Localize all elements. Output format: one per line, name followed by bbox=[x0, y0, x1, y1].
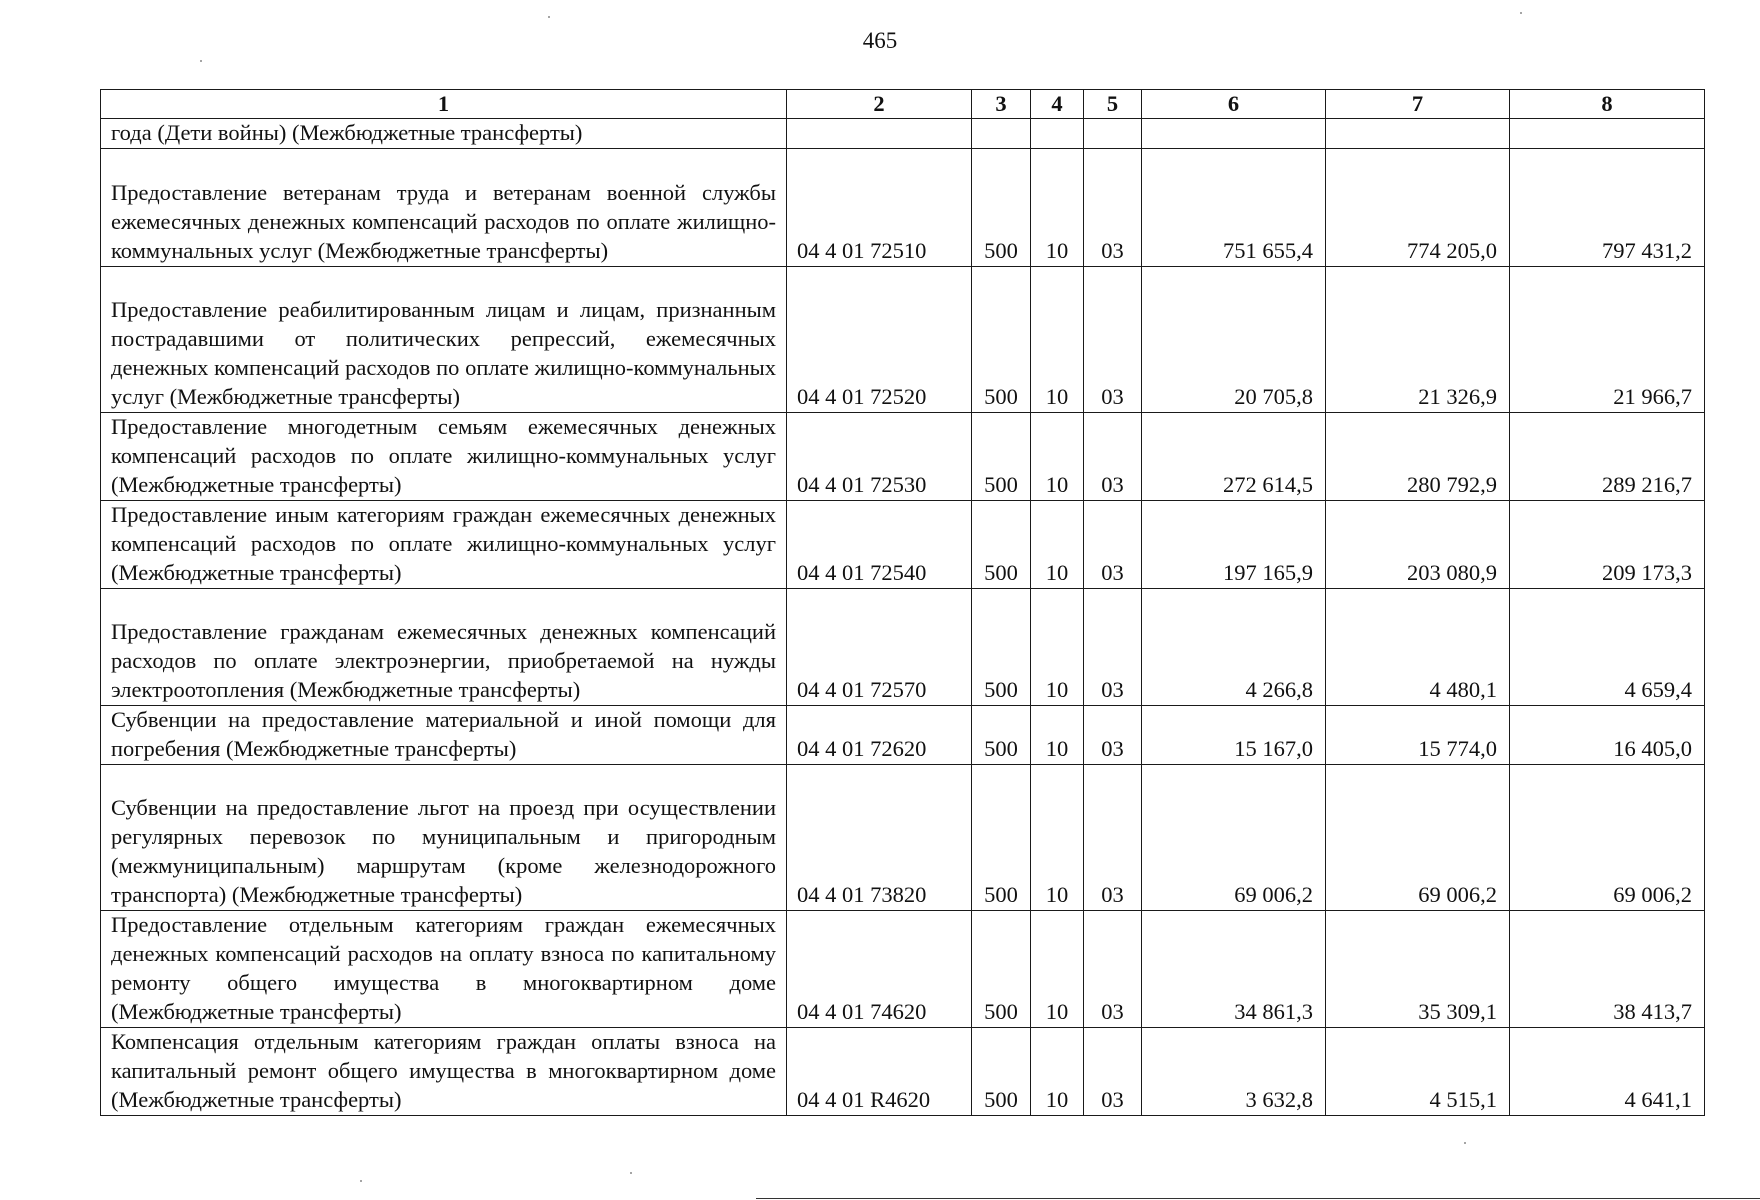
row-description: Предоставление отдельным категориям граждан ежемесячных денежных компенсаций расходов на оплату взноса по капитальному ремонту общего имущества в многоквартирном доме (Межбюджетные трансферты) bbox=[101, 910, 787, 1027]
empty-cell bbox=[1510, 119, 1705, 149]
row-col5: 03 bbox=[1084, 500, 1142, 588]
row-col3: 500 bbox=[972, 588, 1031, 705]
row-col7: 21 326,9 bbox=[1326, 266, 1510, 412]
table-row bbox=[101, 764, 1705, 910]
row-col6: 20 705,8 bbox=[1142, 266, 1326, 412]
row-col4: 10 bbox=[1031, 1027, 1084, 1115]
row-col3: 500 bbox=[972, 764, 1031, 910]
continuation-row bbox=[101, 119, 1705, 149]
empty-cell bbox=[972, 119, 1031, 149]
column-header: 8 bbox=[1510, 90, 1705, 119]
table-row bbox=[101, 1027, 1705, 1115]
row-description: Предоставление иным категориям граждан ежемесячных денежных компенсаций расходов по оплате жилищно-коммунальных услуг (Межбюджетные трансферты) bbox=[101, 500, 787, 588]
row-col4: 10 bbox=[1031, 705, 1084, 764]
row-col3: 500 bbox=[972, 500, 1031, 588]
row-code: 04 4 01 72520 bbox=[787, 266, 972, 412]
column-header: 3 bbox=[972, 90, 1031, 119]
row-col5: 03 bbox=[1084, 148, 1142, 266]
row-col6: 751 655,4 bbox=[1142, 148, 1326, 266]
table-header bbox=[101, 90, 1705, 119]
row-col7: 15 774,0 bbox=[1326, 705, 1510, 764]
row-col7: 4 480,1 bbox=[1326, 588, 1510, 705]
row-code: 04 4 01 R4620 bbox=[787, 1027, 972, 1115]
row-col5: 03 bbox=[1084, 1027, 1142, 1115]
row-code: 04 4 01 72570 bbox=[787, 588, 972, 705]
scan-speck bbox=[548, 16, 550, 18]
row-col5: 03 bbox=[1084, 588, 1142, 705]
row-col7: 203 080,9 bbox=[1326, 500, 1510, 588]
row-col8: 289 216,7 bbox=[1510, 412, 1705, 500]
row-col6: 3 632,8 bbox=[1142, 1027, 1326, 1115]
row-col4: 10 bbox=[1031, 764, 1084, 910]
row-col4: 10 bbox=[1031, 412, 1084, 500]
row-col5: 03 bbox=[1084, 910, 1142, 1027]
row-col8: 797 431,2 bbox=[1510, 148, 1705, 266]
row-col7: 69 006,2 bbox=[1326, 764, 1510, 910]
row-col6: 15 167,0 bbox=[1142, 705, 1326, 764]
row-col6: 197 165,9 bbox=[1142, 500, 1326, 588]
row-col5: 03 bbox=[1084, 266, 1142, 412]
row-code: 04 4 01 72540 bbox=[787, 500, 972, 588]
row-description: Субвенции на предоставление льгот на проезд при осуществлении регулярных перевозок по муниципальным и пригородным (межмуниципальным) маршрутам (кроме железнодорожного транспорта) (Межбюджетные трансферты) bbox=[101, 764, 787, 910]
row-col4: 10 bbox=[1031, 266, 1084, 412]
row-col4: 10 bbox=[1031, 500, 1084, 588]
bottom-rule bbox=[756, 1198, 1760, 1199]
table-row bbox=[101, 412, 1705, 500]
row-col4: 10 bbox=[1031, 910, 1084, 1027]
row-col7: 4 515,1 bbox=[1326, 1027, 1510, 1115]
row-col8: 21 966,7 bbox=[1510, 266, 1705, 412]
row-col6: 4 266,8 bbox=[1142, 588, 1326, 705]
column-header: 2 bbox=[787, 90, 972, 119]
empty-cell bbox=[1031, 119, 1084, 149]
row-col3: 500 bbox=[972, 412, 1031, 500]
row-col3: 500 bbox=[972, 266, 1031, 412]
row-description: Предоставление реабилитированным лицам и лицам, признанным пострадавшими от политических репрессий, ежемесячных денежных компенсаций расходов по оплате жилищно-коммунальных услуг (Межбюджетные трансферты) bbox=[101, 266, 787, 412]
row-col8: 16 405,0 bbox=[1510, 705, 1705, 764]
table-body bbox=[101, 119, 1705, 1116]
row-code: 04 4 01 72620 bbox=[787, 705, 972, 764]
table-row bbox=[101, 705, 1705, 764]
row-description: Предоставление многодетным семьям ежемесячных денежных компенсаций расходов по оплате жилищно-коммунальных услуг (Межбюджетные трансферты) bbox=[101, 412, 787, 500]
row-col5: 03 bbox=[1084, 705, 1142, 764]
column-header: 1 bbox=[101, 90, 787, 119]
row-description: Субвенции на предоставление материальной и иной помощи для погребения (Межбюджетные трансферты) bbox=[101, 705, 787, 764]
column-header: 5 bbox=[1084, 90, 1142, 119]
column-header: 4 bbox=[1031, 90, 1084, 119]
budget-table bbox=[100, 89, 1705, 1116]
empty-cell bbox=[1142, 119, 1326, 149]
row-code: 04 4 01 72530 bbox=[787, 412, 972, 500]
row-description: Компенсация отдельным категориям граждан оплаты взноса на капитальный ремонт общего имущества в многоквартирном доме (Межбюджетные трансферты) bbox=[101, 1027, 787, 1115]
row-col7: 280 792,9 bbox=[1326, 412, 1510, 500]
table-row bbox=[101, 910, 1705, 1027]
row-col3: 500 bbox=[972, 148, 1031, 266]
row-col6: 34 861,3 bbox=[1142, 910, 1326, 1027]
row-col5: 03 bbox=[1084, 412, 1142, 500]
scan-speck bbox=[1464, 1142, 1466, 1144]
table-row bbox=[101, 148, 1705, 266]
row-col7: 774 205,0 bbox=[1326, 148, 1510, 266]
row-code: 04 4 01 74620 bbox=[787, 910, 972, 1027]
row-col8: 4 659,4 bbox=[1510, 588, 1705, 705]
table-row bbox=[101, 500, 1705, 588]
column-header: 6 bbox=[1142, 90, 1326, 119]
row-col3: 500 bbox=[972, 910, 1031, 1027]
row-col4: 10 bbox=[1031, 148, 1084, 266]
row-col8: 4 641,1 bbox=[1510, 1027, 1705, 1115]
column-header: 7 bbox=[1326, 90, 1510, 119]
row-col6: 69 006,2 bbox=[1142, 764, 1326, 910]
empty-cell bbox=[1084, 119, 1142, 149]
row-col5: 03 bbox=[1084, 764, 1142, 910]
page-number: 465 bbox=[862, 28, 898, 53]
row-col8: 209 173,3 bbox=[1510, 500, 1705, 588]
empty-cell bbox=[787, 119, 972, 149]
row-description: года (Дети войны) (Межбюджетные трансферты) bbox=[101, 119, 787, 149]
row-code: 04 4 01 73820 bbox=[787, 764, 972, 910]
header-row bbox=[101, 90, 1705, 119]
row-code: 04 4 01 72510 bbox=[787, 148, 972, 266]
row-col8: 69 006,2 bbox=[1510, 764, 1705, 910]
row-col4: 10 bbox=[1031, 588, 1084, 705]
row-description: Предоставление гражданам ежемесячных денежных компенсаций расходов по оплате электроэнергии, приобретаемой на нужды электроотопления (Межбюджетные трансферты) bbox=[101, 588, 787, 705]
table-row bbox=[101, 588, 1705, 705]
row-col3: 500 bbox=[972, 1027, 1031, 1115]
scan-speck bbox=[1520, 12, 1522, 14]
scan-speck bbox=[200, 60, 202, 62]
table-row bbox=[101, 266, 1705, 412]
scan-speck bbox=[630, 1172, 632, 1174]
row-col7: 35 309,1 bbox=[1326, 910, 1510, 1027]
row-description: Предоставление ветеранам труда и ветеранам военной службы ежемесячных денежных компенсаций расходов по оплате жилищно-коммунальных услуг (Межбюджетные трансферты) bbox=[101, 148, 787, 266]
row-col8: 38 413,7 bbox=[1510, 910, 1705, 1027]
row-col6: 272 614,5 bbox=[1142, 412, 1326, 500]
row-col3: 500 bbox=[972, 705, 1031, 764]
scan-speck bbox=[360, 1180, 362, 1182]
empty-cell bbox=[1326, 119, 1510, 149]
